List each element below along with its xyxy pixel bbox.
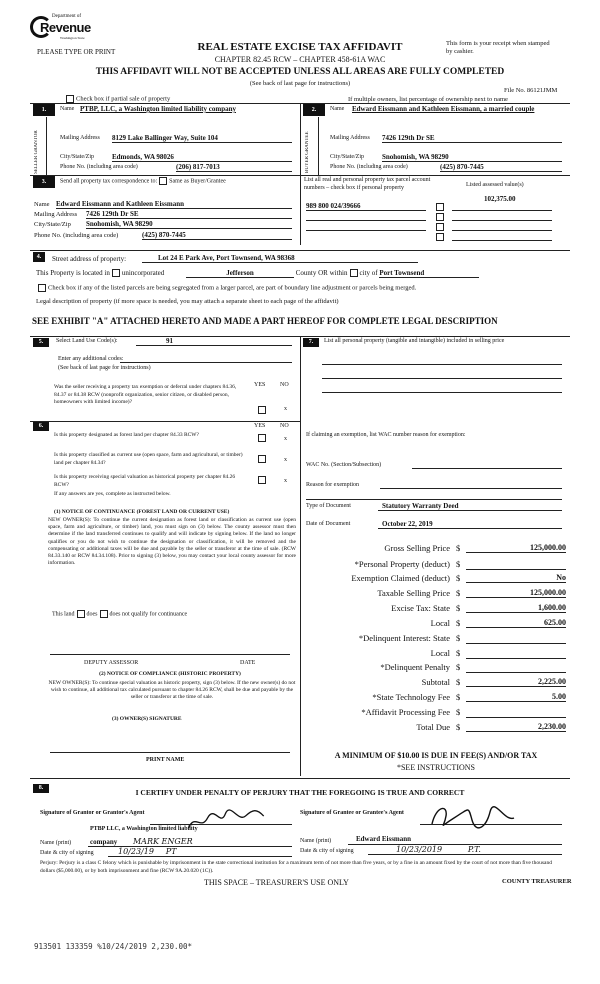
assessed-line-3 [452, 230, 552, 231]
land-does-not-checkbox[interactable] [100, 610, 108, 618]
form-chapter: CHAPTER 82.45 RCW – CHAPTER 458-61A WAC [214, 55, 386, 64]
same-as-buyer-checkbox[interactable] [159, 177, 167, 185]
fee-label-interest-local: Local [430, 648, 450, 658]
land-use-label: Select Land Use Code(s): [56, 338, 118, 344]
correspondence-row: Send all property tax correspondence to: Same as Buyer/Grantee [60, 178, 226, 185]
grantee-name-label: Name (print) [300, 838, 332, 844]
exemption-yes-checkbox[interactable] [258, 406, 266, 414]
this-land-row: This land does does not qualify for continuance [52, 611, 188, 618]
notice2-body: NEW OWNER(S): To continue special valuation as historic property, sign (3) below. If the new owner(s) do not wish to continue, all additional tax calculated pursuant to chapter 84.26 RCW, shall be due and payable by the seller or transferor at the time of sale. [48, 680, 296, 701]
current-use-question: Is this property classified as current use (open space, farm and agricultural, or timber) land per chapter 84.34? [54, 452, 243, 466]
fee-dollar-total: $ [456, 722, 461, 732]
fee-value-gross: 125,000.00 [466, 543, 566, 553]
fee-dollar-exemption: $ [456, 573, 461, 583]
fee-label-excise-local: Local [430, 618, 450, 628]
grantee-sig-label: Signature of Grantee or Grantee's Agent [300, 810, 404, 816]
corr-city-label: City/State/Zip [34, 221, 71, 228]
grantee-name: Edward Eissmann [356, 835, 412, 843]
land-use-code: 91 [136, 337, 292, 346]
assessed-line-2 [452, 220, 552, 221]
personal-property-line-2 [322, 378, 562, 379]
s5-no-header: NO [280, 382, 289, 388]
street-address: Lot 24 E Park Ave, Port Townsend, WA 98368 [142, 254, 418, 263]
forest-no-answer: x [284, 436, 287, 442]
exemption-claim-label: If claiming an exemption, list WAC number reason for exemption: [306, 432, 466, 438]
fee-value-exemption: No [466, 573, 566, 583]
seller-phone-label: Phone No. (including area code) [60, 164, 138, 170]
city-name: Port Townsend [379, 269, 479, 278]
current-use-no-answer: x [284, 457, 287, 463]
reason-line [380, 488, 562, 489]
fee-dollar-subtotal: $ [456, 677, 461, 687]
forest-yes-checkbox[interactable] [258, 434, 266, 442]
parcel-personal-checkbox-2[interactable] [436, 213, 444, 221]
file-number: File No. 86121JMM [504, 87, 558, 94]
county-name: Jefferson [186, 269, 294, 278]
seller-side-label: SELLER GRANTOR [34, 130, 39, 174]
section7-number: 7. [303, 338, 319, 347]
county-treasurer-label: COUNTY TREASURER [502, 878, 572, 885]
section6-number: 6. [33, 422, 49, 431]
current-use-yes-checkbox[interactable] [258, 455, 266, 463]
corr-mailing: 7426 129th Dr SE [86, 210, 292, 219]
seller-mailing-label: Mailing Address [60, 135, 100, 141]
seller-side-divider [46, 117, 47, 175]
grantor-date-field [108, 847, 292, 857]
instructions-note: (See back of last page for instructions) [249, 80, 351, 87]
fee-label-interest-state: *Delinquent Interest: State [358, 633, 450, 643]
parcel-personal-checkbox-4[interactable] [436, 233, 444, 241]
fee-label-technology: *State Technology Fee [372, 692, 450, 702]
corr-name-label: Name [34, 201, 50, 208]
s5-yes-header: YES [254, 382, 266, 388]
fee-value-interest-local [466, 648, 566, 659]
if-yes-note: If any answers are yes, complete as instructed below. [54, 491, 171, 497]
grantee-city: P.T. [467, 845, 481, 854]
fee-dollar-excise-state: $ [456, 603, 461, 613]
notice2-title: (2) NOTICE OF COMPLIANCE (HISTORIC PROPERTY) [99, 671, 241, 677]
corr-phone-label: Phone No. (including area code) [34, 232, 119, 239]
parcel-personal-checkbox-1[interactable] [436, 203, 444, 211]
parcel-number: 989 800 024/39666 [306, 202, 426, 211]
doc-type: Statutory Warranty Deed [378, 502, 562, 511]
fee-value-subtotal: 2,225.00 [466, 677, 566, 687]
street-label: Street address of property: [52, 255, 127, 263]
seller-phone: (206) 817-7013 [176, 163, 292, 172]
buyer-mailing-label: Mailing Address [330, 135, 370, 141]
grantor-date-label: Date & city of signing [40, 850, 94, 856]
exemption-no-answer: x [284, 406, 287, 412]
wac-label: WAC No. (Section/Subsection) [306, 462, 382, 468]
assessed-line-4 [452, 240, 552, 241]
parcel-line-2 [306, 220, 426, 221]
parcel-personal-checkbox-3[interactable] [436, 223, 444, 231]
grantor-signature [185, 804, 267, 838]
fee-label-taxable: Taxable Selling Price [377, 588, 450, 598]
section3-number: 3. [33, 176, 55, 188]
fee-dollar-processing: $ [456, 707, 461, 717]
doc-type-label: Type of Document [306, 503, 351, 509]
buyer-phone-label: Phone No. (including area code) [330, 164, 408, 170]
fee-dollar-penalty: $ [456, 662, 461, 672]
fee-label-exemption: Exemption Claimed (deduct) [351, 573, 450, 583]
seller-name: PTBP, LLC, a Washington limited liability company [80, 105, 236, 113]
s6-yes-header: YES [254, 423, 266, 429]
fee-label-excise-state: Excise Tax: State [391, 603, 450, 613]
grantee-date-field [368, 845, 562, 855]
partial-sale-checkbox[interactable] [66, 95, 74, 103]
fee-dollar-personal: $ [456, 559, 461, 569]
fee-value-personal [466, 559, 566, 570]
historic-question: Is this property receiving special valuation as historical property per chapter 84.26 RCW? [54, 474, 236, 488]
grantor-city: PT [165, 847, 177, 856]
legal-description-label: Legal description of property (if more space is needed, you may attach a separate sheet to each page of the affidavit) [36, 298, 339, 305]
section4-number: 4. [33, 252, 45, 262]
fee-value-penalty [466, 662, 566, 673]
buyer-name-label: Name [330, 106, 345, 112]
see-instructions-note: *SEE INSTRUCTIONS [396, 763, 475, 772]
deputy-date-label: DATE [240, 660, 256, 666]
grantee-signature [428, 802, 518, 832]
treasurer-use-note: THIS SPACE – TREASURER'S USE ONLY [204, 878, 349, 887]
partial-sale-row: Check box if partial sale of property [64, 95, 170, 103]
owner-sig-line [50, 752, 290, 753]
grantor-name: company [90, 838, 118, 846]
fee-value-processing [466, 707, 566, 718]
grantee-name-field [348, 835, 562, 845]
buyer-name: Edward Eissmann and Kathleen Eissmann, a married couple [352, 105, 535, 113]
form-title: REAL ESTATE EXCISE TAX AFFIDAVIT [197, 41, 403, 53]
buyer-side-divider [318, 117, 319, 175]
personal-property-label: List all personal property (tangible and intangible) included in selling price [324, 338, 505, 344]
segregated-row: Check box if any of the listed parcels are being segregated from a larger parcel, are part of boundary line adjustment or parcels being merged. [36, 284, 416, 292]
historic-no-answer: x [284, 478, 287, 484]
fee-value-interest-state [466, 633, 566, 644]
grantee-date-label: Date & city of signing [300, 848, 354, 854]
deputy-sig-line [50, 654, 290, 655]
doc-date-label: Date of Document [306, 521, 351, 527]
notice1-title: (1) NOTICE OF CONTINUANCE (FOREST LAND OR CURRENT USE) [54, 509, 230, 515]
s6-no-header: NO [280, 423, 289, 429]
section6-top-line [30, 421, 300, 422]
seller-city: Edmonds, WA 98026 [112, 153, 292, 162]
form-warning: THIS AFFIDAVIT WILL NOT BE ACCEPTED UNLESS ALL AREAS ARE FULLY COMPLETED [95, 67, 505, 77]
assessed-value: 102,375.00 [484, 195, 516, 203]
land-does-checkbox[interactable] [77, 610, 85, 618]
certify-statement: I CERTIFY UNDER PENALTY OF PERJURY THAT THE FOREGOING IS TRUE AND CORRECT [135, 788, 465, 797]
section3-divider [300, 175, 301, 245]
corr-name: Edward Eissmann and Kathleen Eissmann [56, 200, 292, 209]
section8-number: 8. [33, 784, 49, 793]
fee-label-personal: *Personal Property (deduct) [354, 559, 450, 569]
dor-logo [30, 14, 100, 42]
doc-date: October 22, 2019 [378, 520, 562, 529]
reason-label: Reason for exemption [306, 482, 359, 488]
logo-top-text: Department of [52, 14, 82, 19]
additional-codes-label: Enter any additional codes: [58, 356, 124, 362]
grantor-company: PTBP LLC, a Washington limited liability [90, 826, 198, 832]
city-checkbox[interactable] [350, 269, 358, 277]
corr-phone: (425) 870-7445 [142, 231, 292, 240]
grantor-name-handwritten: MARK ENGER [132, 837, 193, 846]
grantee-signature-scribble-icon [428, 802, 518, 830]
assessed-heading: Listed assessed value(s) [466, 182, 524, 188]
exhibit-note: SEE EXHIBIT "A" ATTACHED HERETO AND MADE A PART HEREOF FOR COMPLETE LEGAL DESCRIPTION [32, 316, 498, 326]
minimum-fee-note: A MINIMUM OF $10.00 IS DUE IN FEE(S) AND/OR TAX [334, 751, 538, 760]
fee-dollar-taxable: $ [456, 588, 461, 598]
grantor-date: 10/23/19 [118, 847, 154, 856]
seller-city-label: City/State/Zip [60, 154, 94, 160]
assessed-line-1 [452, 210, 552, 211]
fee-label-processing: *Affidavit Processing Fee [361, 707, 450, 717]
notice1-body: NEW OWNER(S): To continue the current designation as forest land or classification as current use (open space, farm and agriculture, or timber) land, you must sign on (3) below. The county assessor must then determine if the land transferred continues to qualify and will indicate by signing below. If the land no longer qualifies or you do not wish to continue the designation or classification, it will be removed and the compensating or additional taxes will be due and payable by the seller or transferor at the time of sale. (RCW 84.33.140 or RCW 84.34.108). Prior to signing (3) below, you may contact your local county assessor for more information. [48, 517, 296, 567]
parcel-heading: List all real and personal property tax parcel account numbers – check box if personal property [304, 177, 431, 191]
grantee-date: 10/23/2019 [396, 845, 443, 854]
historic-yes-checkbox[interactable] [258, 476, 266, 484]
reason-line-2 [306, 499, 562, 500]
personal-property-line-1 [322, 364, 562, 365]
multiple-owners-note: If multiple owners, list percentage of ownership next to name [348, 96, 508, 103]
segregated-checkbox[interactable] [38, 284, 46, 292]
fee-value-excise-local: 625.00 [466, 618, 566, 628]
grantor-name-label: Name (print) [40, 840, 72, 846]
fee-value-excise-state: 1,600.00 [466, 603, 566, 613]
location-row: This Property is located in unincorporated Jefferson County OR within city of Port Townsend [36, 269, 536, 278]
fee-dollar-technology: $ [456, 692, 461, 702]
fee-label-subtotal: Subtotal [421, 677, 450, 687]
cashier-stamp: 913501 133359 %10/24/2019 2,230.00* [34, 942, 193, 951]
seller-mailing: 8129 Lake Ballinger Way, Suite 104 [112, 134, 292, 143]
fee-dollar-interest-local: $ [456, 648, 461, 658]
buyer-side-label: BUYER GRANTEE [305, 131, 310, 173]
buyer-phone: (425) 870-7445 [440, 163, 562, 172]
section2-number: 2. [303, 104, 325, 116]
fee-dollar-interest-state: $ [456, 633, 461, 643]
additional-codes-line [120, 362, 292, 363]
personal-property-line-3 [322, 392, 562, 393]
seller-name-label: Name [60, 106, 75, 112]
type-or-print: PLEASE TYPE OR PRINT [37, 48, 116, 56]
section4-top-line [30, 250, 570, 251]
print-name-label: PRINT NAME [146, 757, 185, 763]
wac-line [412, 468, 562, 469]
fee-value-technology: 5.00 [466, 692, 566, 702]
buyer-city-label: City/State/Zip [330, 154, 364, 160]
buyer-city: Snohomish, WA 98290 [382, 153, 562, 162]
fee-label-penalty: *Delinquent Penalty [380, 662, 450, 672]
corr-city: Snohomish, WA 98290 [86, 220, 292, 229]
perjury-note: Perjury: Perjury is a class C felony which is punishable by imprisonment in the state correctional institution for a maximum term of not more than five years, or by a fine in an amount fixed by the court of not more than five thousand dollars ($5,000.00), or by both imprisonment and fine (RCW 9A.20.020 (1C)). [40, 860, 552, 874]
section8-top-line [30, 778, 570, 779]
receipt-note: This form is your receipt when stamped by cashier. [446, 40, 550, 55]
corr-mailing-label: Mailing Address [34, 211, 78, 218]
grantor-sig-label: Signature of Grantor or Grantor's Agent [40, 810, 145, 816]
logo-sub-text: Washington State [60, 36, 85, 40]
owner-signature-label: (3) OWNER(S) SIGNATURE [112, 716, 182, 722]
logo-main-text: Revenue [40, 20, 91, 35]
section5-number: 5. [33, 338, 49, 347]
section1-2-divider [300, 103, 301, 175]
unincorporated-checkbox[interactable] [112, 269, 120, 277]
fee-dollar-gross: $ [456, 543, 461, 553]
exemption-question: Was the seller receiving a property tax exemption or deferral under chapters 84.36, 84.37 or 84.38 RCW (nonprofit organization, senior citizen, or disabled person, homeowners with limited income)? [54, 384, 237, 405]
section1-number: 1. [33, 104, 55, 116]
forest-land-question: Is this property designated as forest land per chapter 84.33 RCW? [54, 432, 199, 438]
fee-label-total: Total Due [416, 722, 450, 732]
fee-dollar-excise-local: $ [456, 618, 461, 628]
fee-value-total: 2,230.00 [466, 722, 566, 732]
grantor-name-field [88, 837, 292, 847]
fee-value-taxable: 125,000.00 [466, 588, 566, 598]
fee-label-gross: Gross Selling Price [384, 543, 450, 553]
buyer-mailing: 7426 129th Dr SE [382, 134, 562, 143]
see-back-note: (See back of last page for instructions) [58, 365, 151, 371]
parcel-line-3 [306, 230, 426, 231]
deputy-assessor-label: DEPUTY ASSESSOR [84, 660, 139, 666]
